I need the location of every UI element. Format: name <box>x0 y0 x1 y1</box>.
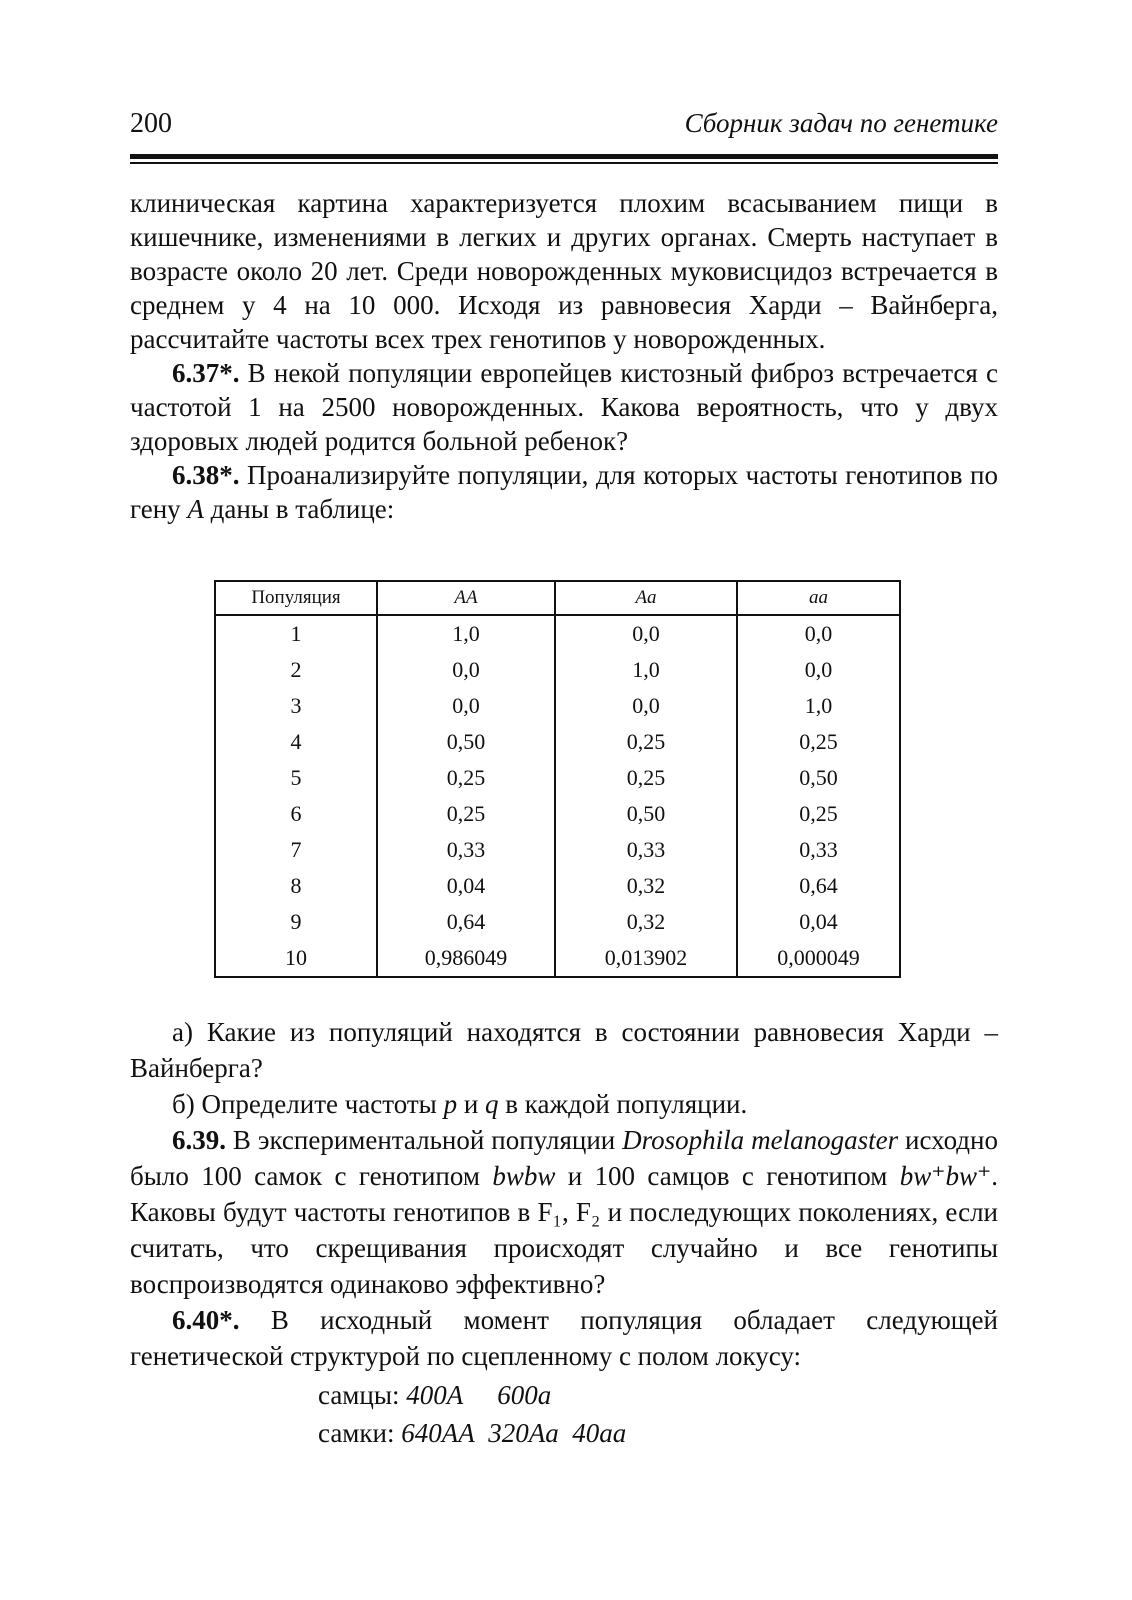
problem-text: даны в таблице: <box>203 494 395 524</box>
problem-text: Проанализируйте популяции, для которых частоты генотипов по гену <box>130 460 998 524</box>
cell-AA: 0,986049 <box>377 940 555 977</box>
cell-population: 9 <box>215 904 377 940</box>
column-header-Aa: Aa <box>555 581 737 615</box>
question-b-text: в каждой популяции. <box>498 1089 748 1119</box>
cell-aa: 0,0 <box>737 615 900 652</box>
cell-AA: 0,25 <box>377 796 555 832</box>
table-row <box>215 615 900 652</box>
problem-text: В некой популяции европейцев кистозный фиброз встречается с частотой 1 на 2500 новорожденных. Какова вероятность, что у двух здоровых людей родится больной ребенок? <box>130 358 998 456</box>
table-row <box>215 940 900 977</box>
males-value: 600a <box>497 1380 552 1410</box>
problem-number: 6.39. <box>172 1125 226 1155</box>
cell-Aa: 1,0 <box>555 652 737 688</box>
upper-text <box>130 186 998 526</box>
cell-aa: 0,64 <box>737 868 900 904</box>
cell-aa: 0,33 <box>737 832 900 868</box>
symbol-p: p <box>443 1089 458 1119</box>
problem-6-40 <box>130 1302 998 1374</box>
cell-Aa: 0,0 <box>555 688 737 724</box>
problem-6-37 <box>130 356 998 458</box>
problem-text: и 100 самцов с генотипом <box>555 1161 900 1191</box>
column-header-population: Популяция <box>215 581 377 615</box>
cell-Aa: 0,33 <box>555 832 737 868</box>
males-label: самцы: <box>318 1380 400 1410</box>
problem-number: 6.37*. <box>172 358 240 388</box>
problem-number: 6.38*. <box>172 460 240 490</box>
males-value: 400A <box>406 1380 464 1410</box>
cell-Aa: 0,32 <box>555 904 737 940</box>
problem-text: В экспериментальной популяции <box>226 1125 623 1155</box>
page-header <box>130 108 998 148</box>
problem-text: В исходный момент популяция обладает следующей генетической структурой по сцепленному с полом локусу: <box>130 1305 998 1371</box>
problem-text: . Каковы будут частоты генотипов в F₁, F₂ и последующих поколениях, если считать, что скрещивания происходят случайно и все генотипы воспроизводятся одинаково эффективно? <box>130 1161 998 1299</box>
table-row <box>215 832 900 868</box>
cell-aa: 0,25 <box>737 796 900 832</box>
cell-population: 10 <box>215 940 377 977</box>
cell-Aa: 0,25 <box>555 760 737 796</box>
cell-AA: 0,0 <box>377 652 555 688</box>
question-b-text: б) Определите частоты <box>172 1089 444 1119</box>
table-row <box>215 868 900 904</box>
table-row <box>215 760 900 796</box>
cell-aa: 0,04 <box>737 904 900 940</box>
females-value: 320Aa <box>488 1418 559 1448</box>
genotype-bw-plus: bw⁺bw⁺ <box>899 1161 992 1191</box>
cell-population: 5 <box>215 760 377 796</box>
column-header-AA: AA <box>377 581 555 615</box>
table-row <box>215 796 900 832</box>
females-value: 640AA <box>401 1418 475 1448</box>
cell-AA: 0,33 <box>377 832 555 868</box>
problem-text: исходно было 100 самок с генотипом <box>130 1125 998 1191</box>
question-b <box>130 1086 998 1122</box>
cell-Aa: 0,25 <box>555 724 737 760</box>
intro-paragraph: клиническая картина характеризуется плохим всасыванием пищи в кишечнике, изменениями в легких и других органах. Смерть наступает в возрасте около 20 лет. Среди новорожденных муковисцидоз встречается в среднем у 4 на 10 000. Исходя из равновесия Харди – Вайнберга, рассчитайте частоты всех трех генотипов у новорожденных. <box>130 188 998 354</box>
table-row <box>215 724 900 760</box>
females-label: самки: <box>318 1418 395 1448</box>
cell-Aa: 0,0 <box>555 615 737 652</box>
cell-AA: 1,0 <box>377 615 555 652</box>
table-header-row <box>215 581 900 615</box>
cell-aa: 0,000049 <box>737 940 900 977</box>
cell-Aa: 0,013902 <box>555 940 737 977</box>
cell-aa: 1,0 <box>737 688 900 724</box>
cell-population: 2 <box>215 652 377 688</box>
symbol-q: q <box>485 1089 499 1119</box>
running-title: Сборник задач по генетике <box>684 108 998 138</box>
females-line <box>318 1414 626 1452</box>
lower-text <box>130 1014 998 1374</box>
question-b-text: и <box>457 1089 486 1119</box>
question-a: а) Какие из популяций находятся в состоянии равновесия Харди – Вайнберга? <box>130 1017 998 1083</box>
problem-number: 6.40*. <box>172 1305 240 1335</box>
cell-population: 3 <box>215 688 377 724</box>
species-name: Drosophila melanogaster <box>622 1125 899 1155</box>
table-row <box>215 652 900 688</box>
cell-population: 8 <box>215 868 377 904</box>
genotype-frequency-table <box>214 580 901 978</box>
cell-aa: 0,25 <box>737 724 900 760</box>
females-value: 40aa <box>572 1418 627 1448</box>
cell-AA: 0,04 <box>377 868 555 904</box>
cell-AA: 0,64 <box>377 904 555 940</box>
cell-AA: 0,50 <box>377 724 555 760</box>
page-number: 200 <box>130 108 172 139</box>
population-structure <box>318 1376 626 1452</box>
cell-aa: 0,50 <box>737 760 900 796</box>
cell-aa: 0,0 <box>737 652 900 688</box>
genotype-bwbw: bwbw <box>492 1161 556 1191</box>
table-row <box>215 904 900 940</box>
cell-population: 7 <box>215 832 377 868</box>
cell-population: 1 <box>215 615 377 652</box>
cell-AA: 0,25 <box>377 760 555 796</box>
problem-6-39 <box>130 1122 998 1302</box>
cell-Aa: 0,50 <box>555 796 737 832</box>
table-row <box>215 688 900 724</box>
header-rule-thick <box>130 154 998 159</box>
cell-Aa: 0,32 <box>555 868 737 904</box>
header-rule-thin <box>130 162 998 164</box>
problem-6-38 <box>130 458 998 526</box>
cell-population: 4 <box>215 724 377 760</box>
cell-population: 6 <box>215 796 377 832</box>
males-line <box>318 1376 626 1414</box>
column-header-aa: aa <box>737 581 900 615</box>
gene-symbol: A <box>187 494 204 524</box>
cell-AA: 0,0 <box>377 688 555 724</box>
